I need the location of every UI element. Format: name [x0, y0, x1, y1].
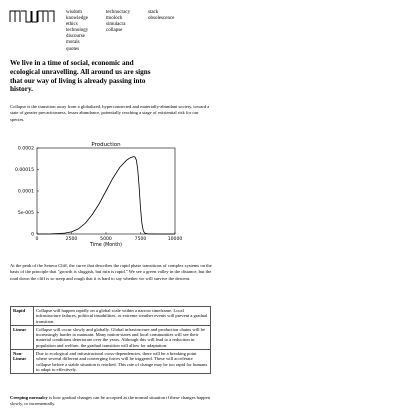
x-tick-label: 7500 [134, 237, 147, 242]
nav-link-collapse[interactable]: collapse [106, 28, 123, 34]
table-row [11, 350, 211, 374]
table-row-key: Non-Linear [11, 350, 34, 374]
table-row [11, 307, 211, 326]
y-tick-label: 0.00015 [15, 168, 34, 174]
nav-link-morals[interactable]: morals [66, 40, 80, 46]
y-tick-label: 5e-005 [17, 211, 34, 217]
nav-link-technocracy[interactable]: technocracy [106, 10, 131, 15]
x-tick-label: 2500 [65, 237, 78, 242]
creeping-normalcy-term: Creeping normalcy [10, 395, 48, 400]
collapse-scenarios-table [10, 306, 211, 374]
nav-link-ttooloch[interactable]: ttooloch [106, 16, 123, 22]
nav-link-simulacra[interactable]: simulacra [106, 22, 126, 28]
intro-paragraph: Collapse is the transition away from a globalized, hyperconnected and materially-abundant society, toward a state of greater precariousness, lesser abundance, potentially reaching a stage of existential risk for our species. [10, 104, 210, 122]
nav-link-quotes[interactable]: quotes [66, 46, 80, 52]
nav-link-wisdom[interactable]: wisdom [66, 10, 82, 15]
y-tick-label: 0 [31, 232, 34, 238]
nav-link-obsolescence[interactable]: obsolescence [148, 16, 175, 22]
nav-column-2 [106, 10, 130, 34]
nav-link-knowledge[interactable]: knowledge [66, 16, 88, 22]
y-tick-label: 0.0001 [17, 189, 34, 195]
nav-column-1 [66, 10, 88, 53]
x-tick-label: 0 [35, 237, 39, 242]
x-axis-label: Time (Month) [89, 243, 123, 248]
table-row-key: Rapid [11, 307, 34, 326]
site-logo-icon[interactable] [9, 9, 57, 23]
creeping-normalcy-text: is how gradual changes can be accepted as the normal situation if these changes happen slowly, or incrementally. [10, 395, 210, 407]
table-row-description: Collapse will happen rapidly on a global scale within a narrow timeframe. Local infrastructure failures, political instabilities, or extreme weather events will prevent a gradual transition. [34, 307, 211, 326]
table-row [11, 325, 211, 349]
y-tick-label: 0.0002 [17, 146, 34, 152]
table-row-key: Linear [11, 325, 34, 349]
table-row-description: Collapse will occur slowly and globally. Global infrastructure and production chains will be increasingly harder to maintain. Many nation-states and local communities will see their material conditions deteriorate over the years. Although this will lead to a reduction in population and welfare, the gradual transition will allow for adaptation. [34, 325, 211, 349]
x-tick-label: 10000 [167, 237, 183, 242]
nav-link-stack[interactable]: stack [148, 10, 159, 15]
x-tick-label: 5000 [100, 237, 112, 242]
production-chart [9, 140, 187, 253]
hero-heading: We live in a time of social, economic and ecological unravelling. All around us are signs that our way of living is already passing into history. [10, 59, 151, 94]
chart-title: Production [91, 142, 121, 148]
creeping-normalcy-paragraph [10, 395, 212, 408]
nav-link-technology[interactable]: technology [66, 28, 89, 34]
nav-link-discourse[interactable]: discourse [66, 34, 85, 40]
seneca-paragraph: At the peak of the Seneca Cliff, the curve that describes the rapid phase transitions of complex systems on the basis of the principle that "growth is sluggish, but ruin is rapid." We see a green valley in the distance, but the road down the cliff is so steep and rough that it is hard to say whether we will survive the descent. [10, 263, 212, 281]
table-row-description: Due to ecological and infrastructural cross-dependencies, there will be a breaking point where several different and converging forces will be triggered. These will accelerate collapse before a stable situation is reached. This rate of change may be too rapid for humans to adapt to effectively. [34, 350, 211, 374]
nav-link-ethics[interactable]: ethics [66, 22, 78, 28]
production-series-line [37, 157, 175, 234]
nav-column-3 [148, 10, 174, 22]
